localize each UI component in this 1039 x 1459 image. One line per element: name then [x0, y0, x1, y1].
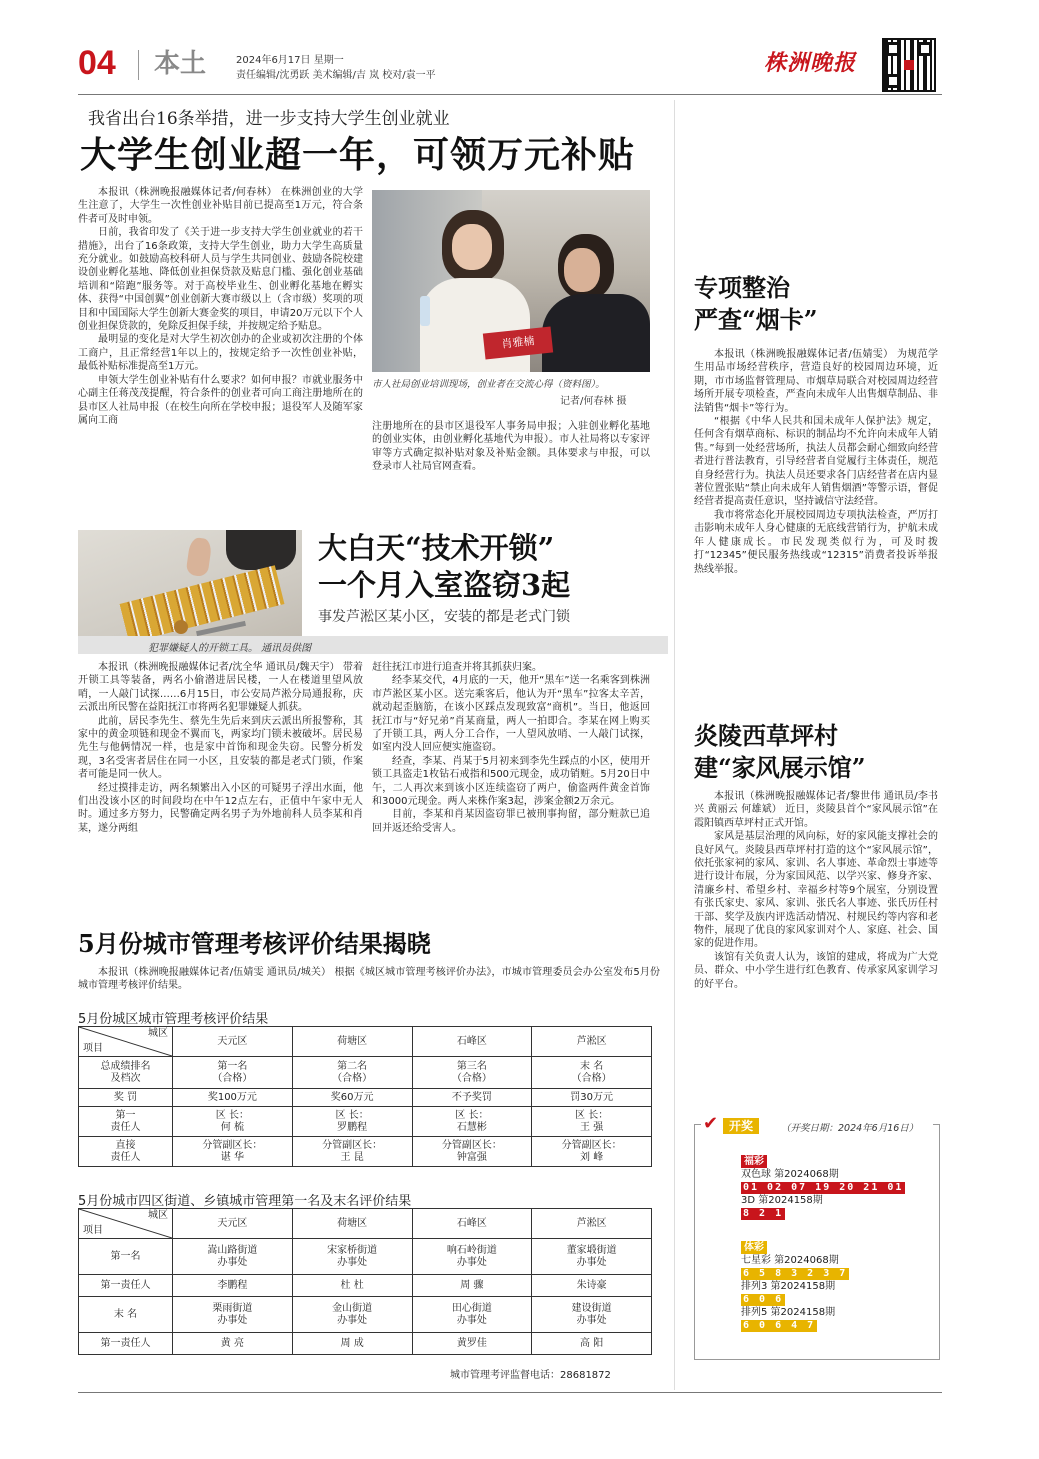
- article4-body: 本报讯（株洲晚报融媒体记者/伍婧雯） 为规范学生用品市场经营秩序，营造良好的校园周边环境，近期，市市场监督管理局、市烟草局联合对校园周边经营场所开展专项检查，严查向未成年人出售烟草制品、非法销售“烟卡”等行为。 “根据《中华人民共和国未成年人保护法》规定，任何含有烟草商标、标识的制品均不允许向未成年人销售。”每到一处经营场所，执法人员都会耐心细致向经营者进行普法教育，引导经营者自觉履行主体责任，规范自身经营行为。执法人员还要求各门店经营者在店内显著位置张贴“禁止向未成年人销售烟酒”等警示语，督促经营者提高责任意识，坚持诚信守法经营。 我市将常态化开展校园周边专项执法检查，严厉打击影响未成年人身心健康的无底线营销行为，护航未成年人健康成长。市民发现类似行为，可及时拨打“12345”便民服务热线或“12315”消费者投诉举报热线举报。: [694, 349, 938, 575]
- table2-header: 石峰区: [412, 1209, 532, 1239]
- article2-title: 大白天“技术开锁” 一个月入室盗窃3起: [318, 531, 571, 602]
- article1-photo-caption: 市人社局创业培训现场，创业者在交流心得（资料图）。: [372, 379, 605, 390]
- fucai-section: 福彩 双色球 第2024068期 01 02 07 19 20 21 01 3D 第2024158期 8 2 1: [741, 1156, 904, 1219]
- article2-col1: 本报讯（株洲晚报融媒体记者/沈全华 通讯员/魏天宇） 带着开锁工具等装备，两名小偷潜进居民楼，一人在楼道里望风放哨，一人敲门试探……6月15日，市公安局芦淞分局通报称，庆云派出所民警在益阳抚江市将两名犯罪嫌疑人抓获。 此前，居民李先生、蔡先生先后来到庆云派出所报警称，其家中的黄金项链和现金不翼而飞，两家均门锁未被破坏。居民易先生与他俩情况一样，也是家中首饰和现金失窃。民警分析发现，3名受害者居住在同一小区，且安装的都是老式门锁，作案者可能是同一伙人。 经过摸排走访，两名频繁出入小区的可疑男子浮出水面，他们出没该小区的时间段均在中午12点左右，正值中午家中无人时。通过多方努力，民警确定两名男子为外地前科人员李某和肖某，遂分两组: [78, 662, 363, 834]
- article5-body: 本报讯（株洲晚报融媒体记者/黎世伟 通讯员/李书兴 黄丽云 何雄斌） 近日，炎陵县首个“家风展示馆”在霞阳镇西草坪村正式开馆。 家风是基层治理的风向标，好的家风能支撑社会的良好风气。炎陵县西草坪村打造的这个“家风展示馆”，依托张家祠的家风、家训、名人事迹、革命烈士事迹等进行设计布展，分为家国风范、以学兴家、修身齐家、清廉乡村、希望乡村、幸福乡村等9个展室，分别设置有张氏家史、家风、家训、张氏名人事迹、张氏历任村干部、奖学及族内评选活动情况、村规民约等内容和老物件，展现了优良的家风家训对个人、家庭、社会、国家的促进作用。 该馆有关负责人认为，该馆的建成，将成为广大党员、群众、中小学生进行红色教育、传承家风家训学习的好平台。: [694, 791, 938, 990]
- header-rule: [78, 94, 942, 95]
- table1-corner: 城区 项目: [79, 1027, 173, 1057]
- table2: [78, 1208, 652, 1355]
- fucai-label: 福彩: [741, 1155, 767, 1168]
- article4-title: 专项整治 严查“烟卡”: [694, 273, 818, 334]
- table1-header: 芦淞区: [532, 1027, 652, 1057]
- table2-title: 5月份城市四区街道、乡镇城市管理第一名及末名评价结果: [78, 1194, 412, 1209]
- section-name: 本土: [154, 48, 207, 78]
- qr-code[interactable]: [882, 38, 936, 92]
- article2-subtitle: 事发芦淞区某小区，安装的都是老式门锁: [318, 609, 570, 625]
- header-date: 2024年6月17日 星期一: [236, 55, 344, 66]
- article1-kicker: 我省出台16条举措，进一步支持大学生创业就业: [88, 109, 450, 129]
- table-row: 末 名 栗雨街道 办事处 金山街道 办事处 田心街道 办事处 建设街道 办事处: [79, 1297, 652, 1333]
- page-header: [78, 42, 942, 92]
- lottery-box: [694, 1113, 940, 1360]
- article2-col2: 赶往抚江市进行追查并将其抓获归案。 经李某交代，4月底的一天，他开“黑车”送一名乘客到株洲市芦淞区某小区。送完乘客后，他认为开“黑车”拉客太辛苦，就动起歪脑筋，在该小区踩点发现致富“商机”。当日，他返回抚江市与“好兄弟”肖某商量，两人一拍即合。李某在网上购买了开锁工具，两人分工合作，一人望风放哨、一人敲门试探，如室内没人回应便实施盗窃。 经查，李某、肖某于5月初来到李先生踩点的小区，使用开锁工具盗走1枚钻石戒指和500元现金，成功销赃。5月20日中午，二人再次来到该小区连续盗窃了两户，偷盗两件黄金首饰和3000元现金。两人来株作案3起，涉案金额2万余元。 目前，李某和肖某因盗窃罪已被刑事拘留，部分赃款已追回并返还给受害人。: [372, 662, 650, 834]
- newspaper-logo: 株洲晚报: [764, 50, 857, 76]
- table1-header: 石峰区: [412, 1027, 532, 1057]
- table2-header: 天元区: [173, 1209, 293, 1239]
- column-divider: [674, 100, 675, 1390]
- ticai-label: 体彩: [741, 1241, 767, 1254]
- article1-title: 大学生创业超一年，可领万元补贴: [80, 134, 636, 175]
- table-row: 第一责任人 李鹏程 杜 杜 周 骤 朱诗豪: [79, 1275, 652, 1297]
- check-icon: ✔: [703, 1113, 719, 1134]
- hotline: 城市管理考评监督电话：28681872: [450, 1370, 611, 1381]
- table1-header: 天元区: [173, 1027, 293, 1057]
- article2-photo-caption: 犯罪嫌疑人的开锁工具。 通讯员供图: [148, 643, 312, 654]
- table-row: 奖 罚 奖100万元 奖60万元 不予奖罚 罚30万元: [79, 1089, 652, 1107]
- table-row: 第一责任人 黄 亮 周 成 黄罗佳 高 阳: [79, 1333, 652, 1355]
- article1-col2: 注册地所在的县市区退役军人事务局申报；入驻创业孵化基地的创业实体，由创业孵化基地代为申报）。市人社局将以专家评审等方式确定拟补贴对象及补贴金额。具体要求与申报，可以登录市人社局官网查看。: [372, 421, 650, 473]
- article3-title: 5月份城市管理考核评价结果揭晓: [78, 929, 431, 958]
- photo-nameplate: 肖雅楠: [483, 327, 553, 360]
- pailie5-numbers: 6 0 6 4 7: [743, 1320, 816, 1331]
- table-row: 第一名 嵩山路街道 办事处 宋家桥街道 办事处 响石岭街道 办事处 董家塅街道 办事处: [79, 1239, 652, 1275]
- shuangseqiu-numbers: 01 02 07 19 20 21 01: [743, 1182, 904, 1193]
- threed-numbers: 8 2 1: [743, 1208, 784, 1219]
- footer-rule: [78, 1392, 942, 1393]
- table1-title: 5月份城区城市管理考核评价结果: [78, 1012, 269, 1027]
- article5-title: 炎陵西草坪村 建“家风展示馆”: [694, 721, 866, 782]
- table1-header: 荷塘区: [292, 1027, 412, 1057]
- article1-photo: [372, 190, 650, 372]
- table1: [78, 1026, 652, 1167]
- table-row: 第一 责任人 区 长： 何 梳 区 长： 罗鹏程 区 长： 石慧彬 区 长： 王 强: [79, 1107, 652, 1137]
- table2-header: 芦淞区: [532, 1209, 652, 1239]
- table2-header: 荷塘区: [292, 1209, 412, 1239]
- page-number: 04: [78, 44, 116, 82]
- article3-lead: 本报讯（株洲晚报融媒体记者/伍婧雯 通讯员/城关） 根据《城区城市管理考核评价办法》，市城市管理委员会办公室发布5月份城市管理考核评价结果。: [78, 967, 660, 992]
- table-row: 直接 责任人 分管副区长： 谌 华 分管副区长： 王 昆 分管副区长： 钟富强 分管副区长： 刘 峰: [79, 1137, 652, 1167]
- table2-corner: 城区 项目: [79, 1209, 173, 1239]
- qixingcai-numbers: 6 5 8 3 2 3 7: [743, 1268, 848, 1279]
- article1-col1: 本报讯（株洲晚报融媒体记者/何春林） 在株洲创业的大学生注意了，大学生一次性创业补贴目前已提高至1万元，符合条件者可及时申领。 日前，我省印发了《关于进一步支持大学生创业就业的若干措施》，出台了16条政策，支持大学生创业，助力大学生高质量充分就业。如鼓励高校科研人员与学生共同创业、鼓励各院校建设创业孵化基地、降低创业担保贷款及贴息门槛、强化创业基础培训和“陪跑”服务等。对于高校毕业生、创业孵化基地在孵实体、获得“中国创翼”创业创新大赛市级以上（含市级）奖项的项目和中国国际大学生创新大赛金奖的项目，申请20万元以下个人创业担保贷款的，免除反担保手续，并按规定给予贴息。 最明显的变化是对大学生初次创办的企业或初次注册的个体工商户，且正常经营1年以上的，按规定给予一次性创业补贴，最低补贴标准提高至1万元。 申领大学生创业补贴有什么要求？如何申报？市就业服务中心副主任蒋茂茂提醒，符合条件的创业者可向工商注册地所在的县市区人社局申报（在校生向所在学校申报；退役军人及随军家属向工商: [78, 187, 363, 426]
- table-row: 总成绩排名 及档次 第一名 （合格） 第二名 （合格） 第三名 （合格） 末 名 （合格）: [79, 1057, 652, 1089]
- ticai-section: 体彩 七星彩 第2024068期 6 5 8 3 2 3 7 排列3 第2024158期 6 0 6 排列5 第2024158期 6 0 6 4 7: [741, 1242, 848, 1331]
- article1-photo-credit: 记者/何春林 摄: [560, 396, 627, 407]
- header-divider: [138, 50, 139, 80]
- article2-photo: [78, 530, 302, 650]
- header-editors: 责任编辑/沈勇跃 美术编辑/吉 岚 校对/袁一平: [236, 70, 436, 81]
- lottery-header: ✔ 开奖 （开奖日期：2024年6月16日）: [701, 1117, 933, 1135]
- pailie3-numbers: 6 0 6: [743, 1294, 784, 1305]
